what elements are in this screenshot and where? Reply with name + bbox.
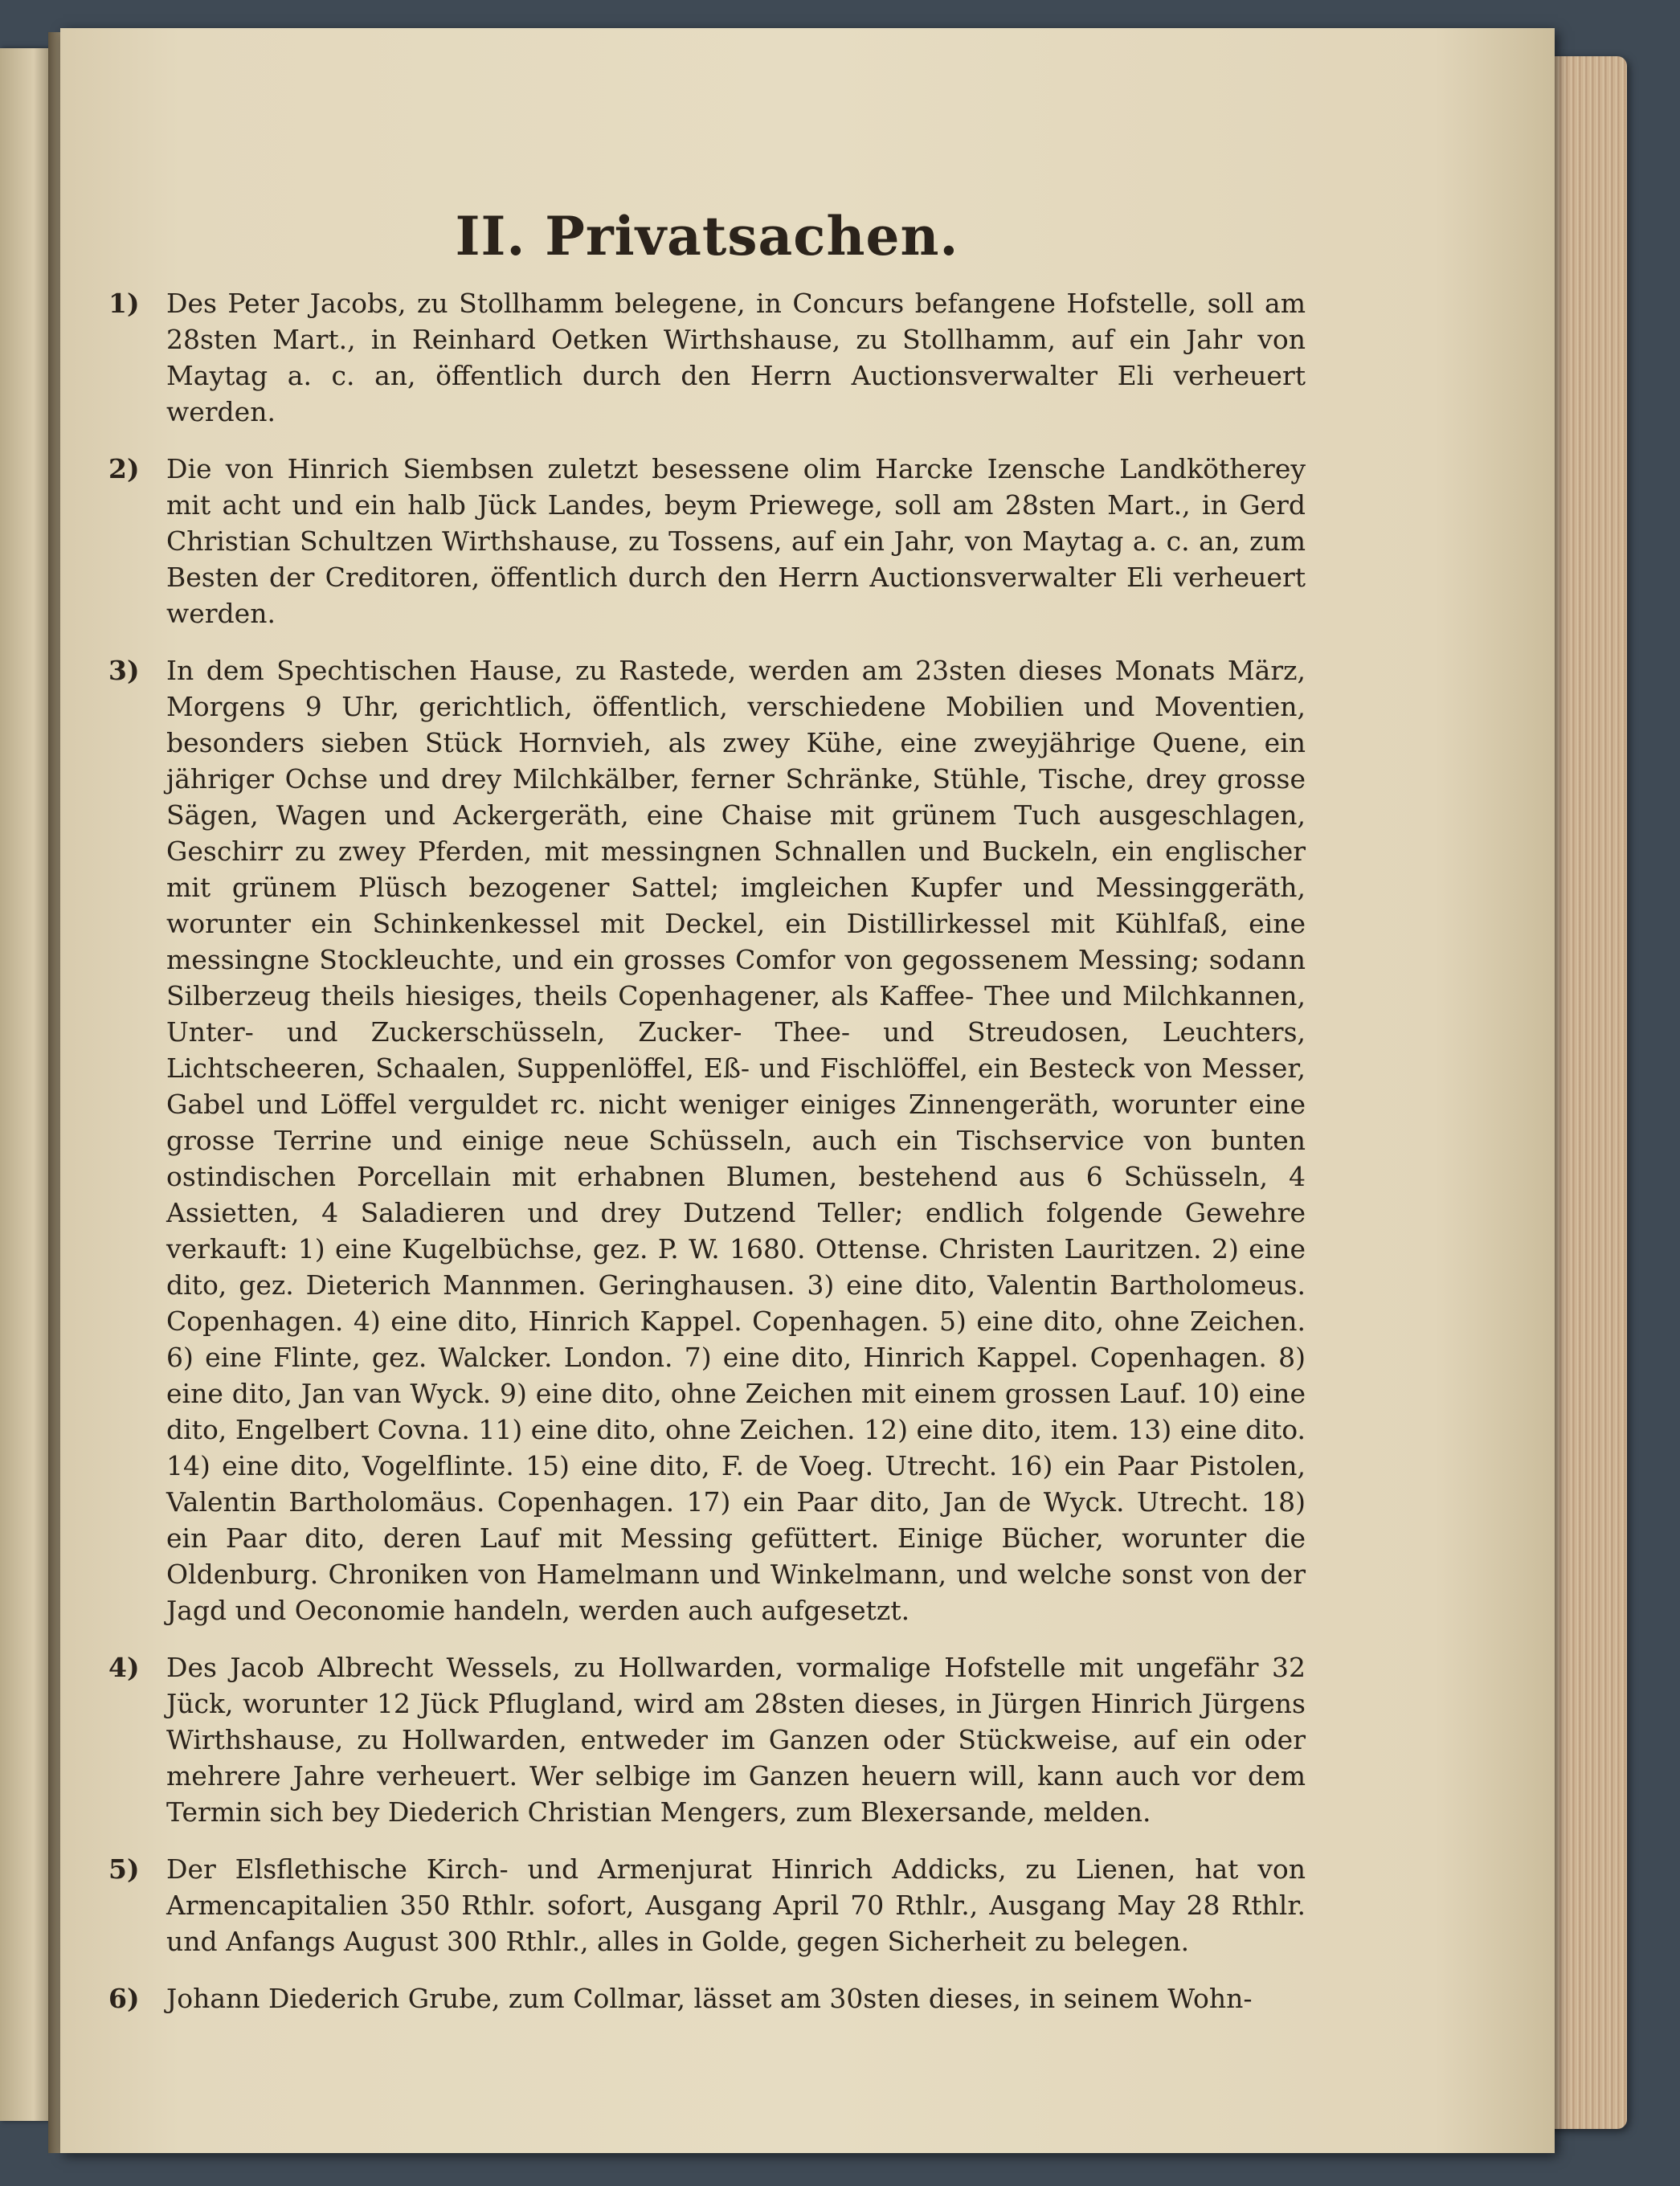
- entry-number: 3): [108, 655, 140, 686]
- notice-entry-2: [108, 451, 1306, 631]
- notice-entry-4: [108, 1649, 1306, 1830]
- entry-text: In dem Spechtischen Hause, zu Rastede, werden am 23sten dieses Monats März, Morgens 9 Uhr, gerichtlich, öffentlich, verschiedene Mobilien und Moventien, besonders sieben Stück Hornvieh, als zwey Kühe, eine zweyjährige Quene, ein jähriger Ochse und drey Milchkälber, ferner Schränke, Stühle, Tische, drey grosse Sägen, Wagen und Ackergeräth, eine Chaise mit grünem Tuch ausgeschlagen, Geschirr zu zwey Pferden, mit messingnen Schnallen und Buckeln, ein englischer mit grünem Plüsch bezogener Sattel; imgleichen Kupfer und Messinggeräth, worunter ein Schinkenkessel mit Deckel, ein Distillirkessel mit Kühlfaß, eine messingne Stockleuchte, und ein grosses Comfor von gegossenem Messing; sodann Silberzeug theils hiesiges, theils Copenhagener, als Kaffee- Thee und Milchkannen, Unter- und Zuckerschüsseln, Zucker- Thee- und Streudosen, Leuchters, Lichtscheeren, Schaalen, Suppenlöffel, Eß- und Fischlöffel, ein Besteck von Messer, Gabel und Löffel verguldet rc. nicht weniger einiges Zinnengeräth, worunter eine grosse Terrine und einige neue Schüsseln, auch ein Tischservice von bunten ostindischen Porcellain mit erhabnen Blumen, bestehend aus 6 Schüsseln, 4 Assietten, 4 Saladieren und drey Dutzend Teller; endlich folgende Gewehre verkauft: 1) eine Kugelbüchse, gez. P. W. 1680. Ottense. Christen Lauritzen. 2) eine dito, gez. Dieterich Mannmen. Geringhausen. 3) eine dito, Valentin Bartholomeus. Copenhagen. 4) eine dito, Hinrich Kappel. Copenhagen. 5) eine dito, ohne Zeichen. 6) eine Flinte, gez. Walcker. London. 7) eine dito, Hinrich Kappel. Copenhagen. 8) eine dito, Jan van Wyck. 9) eine dito, ohne Zeichen mit einem grossen Lauf. 10) eine dito, Engelbert Covna. 11) eine dito, ohne Zeichen. 12) eine dito, item. 13) eine dito. 14) eine dito, Vogelflinte. 15) eine dito, F. de Voeg. Utrecht. 16) ein Paar Pistolen, Valentin Bartholomäus. Copenhagen. 17) ein Paar dito, Jan de Wyck. Utrecht. 18) ein Paar dito, deren Lauf mit Messing gefüttert. Einige Bücher, worunter die Oldenburg. Chroniken von Hamelmann und Winkelmann, und welche sonst von der Jagd und Oeconomie handeln, werden auch aufgesetzt.: [166, 655, 1306, 1626]
- page-content: [108, 205, 1306, 2037]
- entry-text: Des Peter Jacobs, zu Stollhamm belegene, in Concurs befangene Hofstelle, soll am 28sten Mart., in Reinhard Oetken Wirthshause, zu Stollhamm, auf ein Jahr von Maytag a. c. an, öffentlich durch den Herrn Auctionsverwalter Eli verheuert werden.: [166, 288, 1306, 427]
- entry-number: 1): [108, 288, 140, 319]
- entry-text: Der Elsflethische Kirch- und Armenjurat Hinrich Addicks, zu Lienen, hat von Armencapitalien 350 Rthlr. sofort, Ausgang April 70 Rthlr., Ausgang May 28 Rthlr. und Anfangs August 300 Rthlr., alles in Golde, gegen Sicherheit zu belegen.: [166, 1853, 1306, 1957]
- entry-number: 5): [108, 1853, 140, 1885]
- entry-text: Die von Hinrich Siembsen zuletzt besessene olim Harcke Izensche Landkötherey mit acht und ein halb Jück Landes, beym Priewege, soll am 28sten Mart., in Gerd Christian Schultzen Wirthshause, zu Tossens, auf ein Jahr, von Maytag a. c. an, zum Besten der Creditoren, öffentlich durch den Herrn Auctionsverwalter Eli verheuert werden.: [166, 453, 1306, 629]
- notice-entry-5: [108, 1851, 1306, 1959]
- section-heading: II. Privatsachen.: [455, 205, 959, 268]
- entry-text: Des Jacob Albrecht Wessels, zu Hollwarden, vormalige Hofstelle mit ungefähr 32 Jück, worunter 12 Jück Pflugland, wird am 28sten dieses, in Jürgen Hinrich Jürgens Wirthshause, zu Hollwarden, entweder im Ganzen oder Stückweise, auf ein oder mehrere Jahre verheuert. Wer selbige im Ganzen heuern will, kann auch vor dem Termin sich bey Diederich Christian Mengers, zum Blexersande, melden.: [166, 1652, 1306, 1828]
- entry-text: Johann Diederich Grube, zum Collmar, lässet am 30sten dieses, in seinem Wohn-: [166, 1983, 1253, 2014]
- notice-entry-6: [108, 1980, 1306, 2016]
- entry-number: 4): [108, 1652, 140, 1683]
- entry-number: 2): [108, 453, 140, 484]
- entry-number: 6): [108, 1983, 140, 2014]
- notice-entry-3: [108, 652, 1306, 1628]
- notice-entry-1: [108, 285, 1306, 430]
